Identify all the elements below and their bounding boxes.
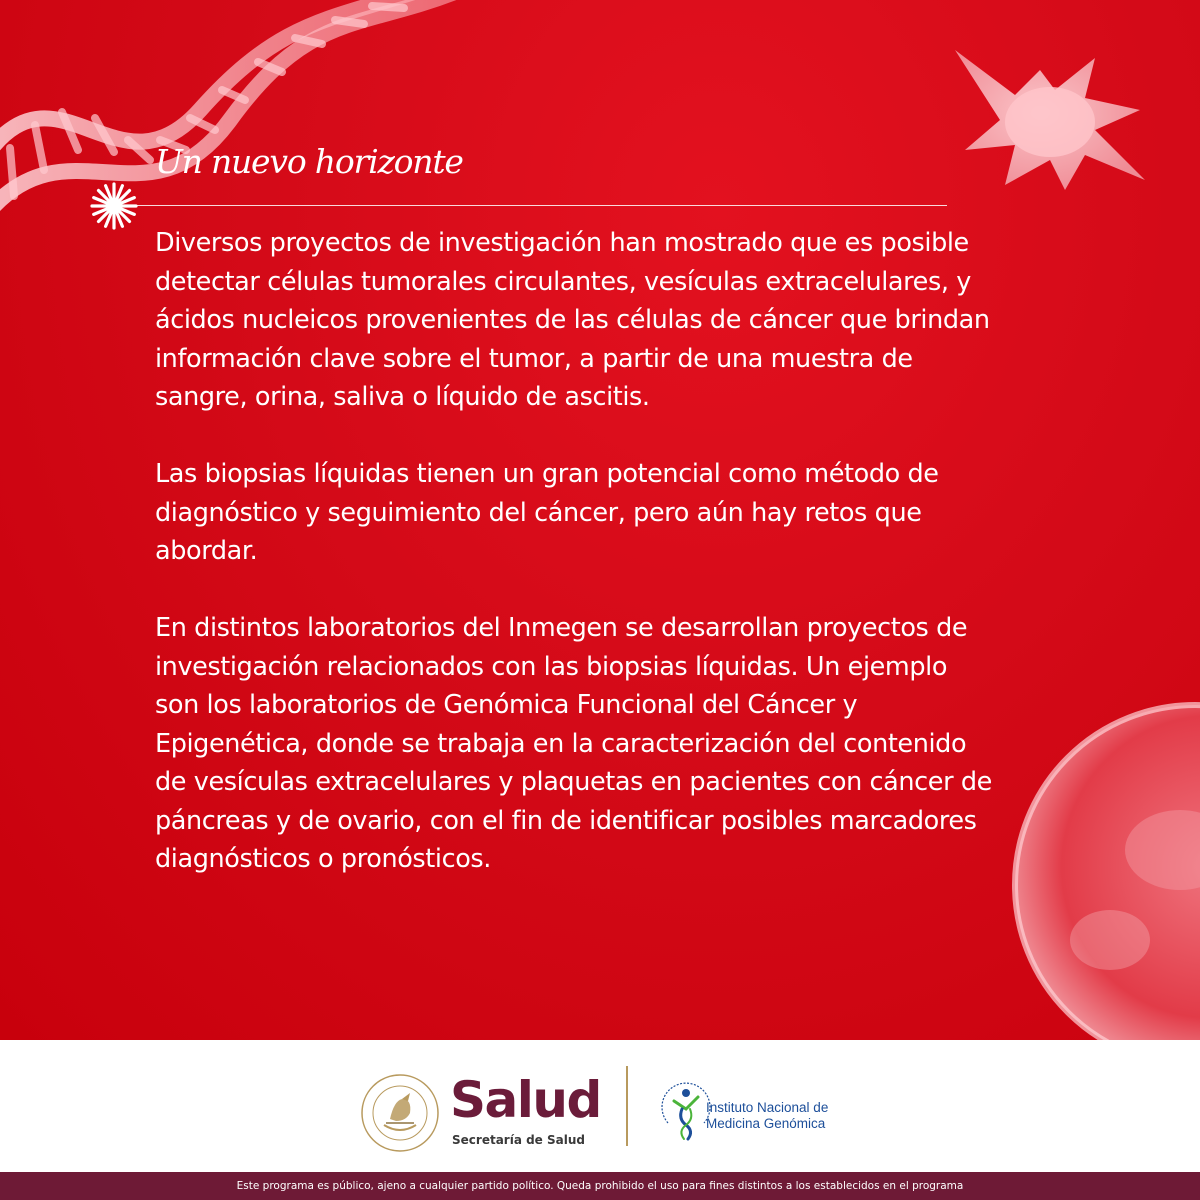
- salud-logo: Salud: [450, 1071, 601, 1129]
- body-text: [155, 224, 995, 879]
- inmegen-line-2: Medicina Genómica: [706, 1116, 826, 1131]
- title-divider: [130, 205, 947, 206]
- salud-subtitle: Secretaría de Salud: [452, 1133, 585, 1147]
- disclaimer-text: Este programa es público, ajeno a cualquier partido político. Queda prohibido el uso para fines distintos a los establecidos en el programa: [236, 1180, 964, 1192]
- post-title: Un nuevo horizonte: [155, 142, 463, 181]
- logo-divider: [626, 1066, 628, 1146]
- paragraph-2: Las biopsias líquidas tienen un gran potencial como método de diagnóstico y seguimiento del cáncer, pero aún hay retos que abordar.: [155, 459, 939, 566]
- inmegen-name: [706, 1100, 828, 1132]
- inmegen-line-1: Instituto Nacional de: [706, 1100, 829, 1115]
- cell-icon: [990, 700, 1200, 1040]
- paragraph-1: Diversos proyectos de investigación han mostrado que es posible detectar células tumorales circulantes, vesículas extracelulares, y ácidos nucleicos provenientes de las células de cáncer que brindan información clave sobre el tumor, a partir de una muestra de sangre, orina, saliva o líquido de ascitis.: [155, 228, 990, 412]
- mexico-seal-icon: [360, 1073, 440, 1153]
- asterisk-icon: [88, 180, 140, 232]
- dna-icon: [0, 0, 520, 240]
- disclaimer-bar: [0, 1172, 1200, 1200]
- paragraph-3: En distintos laboratorios del Inmegen se desarrollan proyectos de investigación relacionados con las biopsias líquidas. Un ejemplo son los laboratorios de Genómica Funcional del Cáncer y Epigenética, donde se trabaja en la caracterización del contenido de vesículas extracelulares y plaquetas en pacientes con cáncer de páncreas y de ovario, con el fin de identificar posibles marcadores diagnósticos o pronósticos.: [155, 613, 992, 874]
- spiky-cell-icon: [945, 40, 1155, 200]
